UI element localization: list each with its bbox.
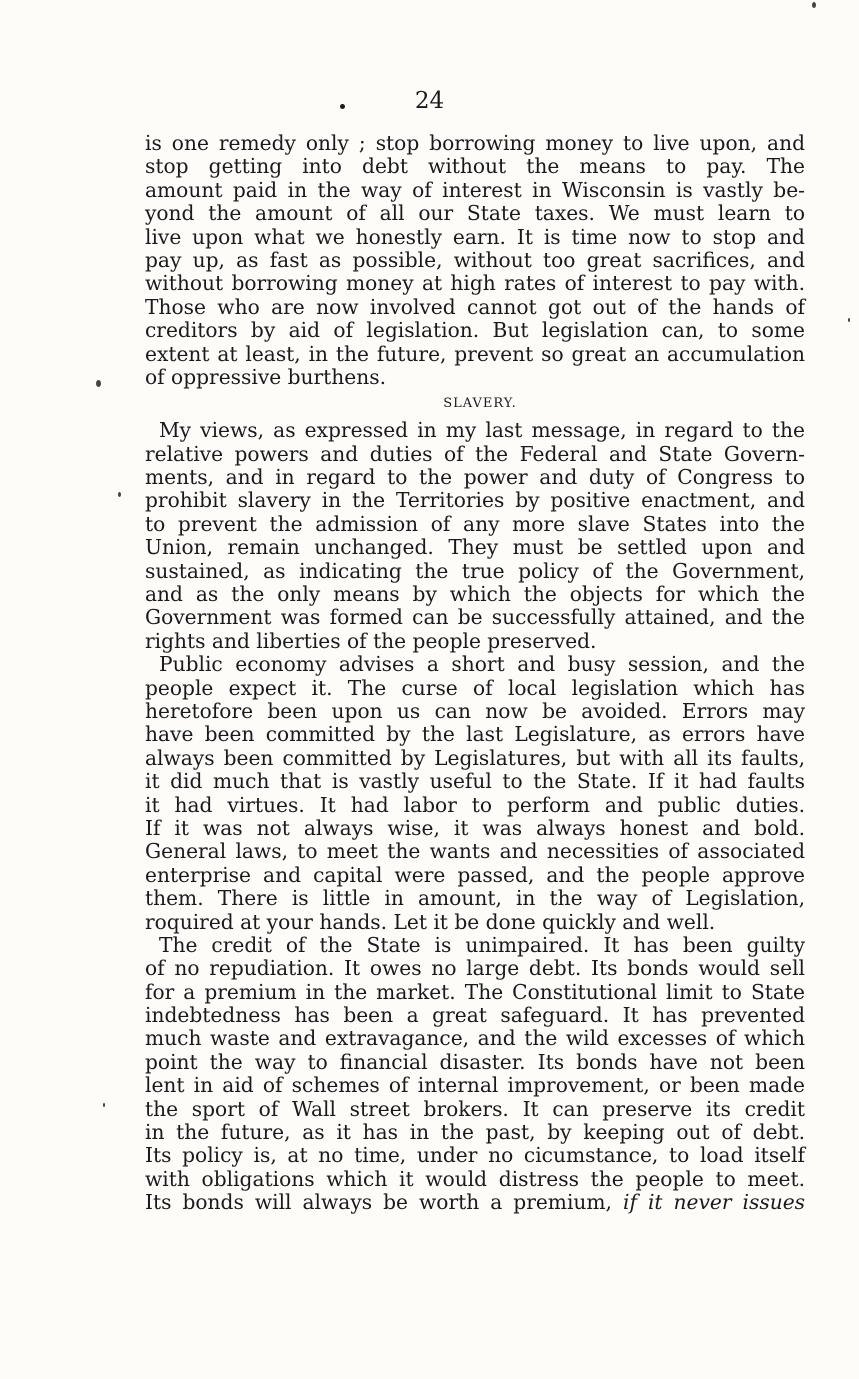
section-heading: SLAVERY.	[443, 396, 517, 412]
text-line: relative powers and duties of the Federal and State Govern-	[145, 441, 805, 466]
text-line: point the way to financial disaster. Its bonds have not been	[145, 1049, 805, 1074]
paragraph-remedy	[145, 132, 805, 389]
text-line: it did much that is vastly useful to the State. If it had faults	[145, 769, 805, 794]
text-line: is one remedy only ; stop borrowing money to live upon, and	[145, 131, 805, 155]
text-line: ments, and in regard to the power and duty of Congress to	[145, 465, 805, 490]
text-line: My views, as expressed in my last message, in regard to the	[159, 418, 805, 443]
paragraph-slavery	[145, 419, 805, 653]
text-line: General laws, to meet the wants and necessities of associated	[145, 839, 805, 864]
text-line: without borrowing money at high rates of interest to pay with.	[145, 271, 805, 296]
text-line: much waste and extravagance, and the wild excesses of which	[145, 1026, 805, 1051]
text-line: enterprise and capital were passed, and the people approve	[145, 862, 805, 887]
text-line: always been committed by Legislatures, but with all its faults,	[145, 745, 805, 770]
final-line-roman: Its bonds will always be worth a premium,	[145, 1190, 612, 1215]
text-line: and as the only means by which the objects for which the	[145, 582, 805, 607]
body-text	[145, 132, 805, 1215]
text-line: creditors by aid of legislation. But legislation can, to some	[145, 318, 805, 343]
text-line: Union, remain unchanged. They must be settled upon and	[145, 535, 805, 560]
text-line: with obligations which it would distress the people to meet.	[145, 1166, 805, 1191]
text-line: rights and liberties of the people preserved.	[145, 628, 597, 653]
text-line: roquired at your hands. Let it be done quickly and well.	[145, 909, 716, 934]
text-line: yond the amount of all our State taxes. We must learn to	[145, 201, 805, 226]
text-line: indebtedness has been a great safeguard. It has prevented	[145, 1003, 805, 1028]
text-line: stop getting into debt without the means to pay. The	[145, 154, 805, 179]
text-line: people expect it. The curse of local legislation which has	[145, 675, 805, 700]
text-line: extent at least, in the future, prevent so great an accumulation	[145, 341, 805, 366]
text-line: for a premium in the market. The Constitutional limit to State	[145, 979, 805, 1004]
text-line: to prevent the admission of any more slave States into the	[145, 511, 805, 536]
page-number: 24	[414, 88, 445, 114]
paragraph-economy	[145, 653, 805, 934]
text-line: sustained, as indicating the true policy of the Government,	[145, 558, 805, 583]
text-line: Public economy advises a short and busy session, and the	[159, 652, 805, 677]
text-line: Government was formed can be successfully attained, and the	[145, 605, 805, 630]
text-line: The credit of the State is unimpaired. It has been guilty	[159, 932, 805, 957]
text-line: amount paid in the way of interest in Wisconsin is vastly be-	[145, 177, 805, 202]
text-line: have been committed by the last Legislature, as errors have	[145, 722, 805, 747]
text-line: live upon what we honestly earn. It is time now to stop and	[145, 224, 805, 249]
text-line: Those who are now involved cannot got out of the hands of	[145, 294, 805, 319]
text-line: lent in aid of schemes of internal improvement, or been made	[145, 1073, 805, 1098]
text-line-final	[145, 1191, 805, 1214]
text-line: pay up, as fast as possible, without too great sacrifices, and	[145, 247, 805, 272]
text-line: them. There is little in amount, in the way of Legislation,	[145, 886, 805, 911]
text-line: of no repudiation. It owes no large debt. Its bonds would sell	[145, 956, 805, 981]
final-line-italic: if it never issues	[623, 1190, 805, 1215]
text-line: it had virtues. It had labor to perform and public duties.	[145, 792, 805, 817]
text-line: heretofore been upon us can now be avoided. Errors may	[145, 698, 805, 723]
text-line: prohibit slavery in the Territories by positive enactment, and	[145, 488, 805, 513]
text-line: the sport of Wall street brokers. It can preserve its credit	[145, 1096, 805, 1121]
text-line: Its policy is, at no time, under no cicumstance, to load itself	[145, 1143, 805, 1168]
text-line: in the future, as it has in the past, by keeping out of debt.	[145, 1120, 805, 1145]
text-line: of oppressive burthens.	[145, 364, 386, 389]
paragraph-credit	[145, 934, 805, 1215]
text-line: If it was not always wise, it was always honest and bold.	[145, 815, 805, 840]
